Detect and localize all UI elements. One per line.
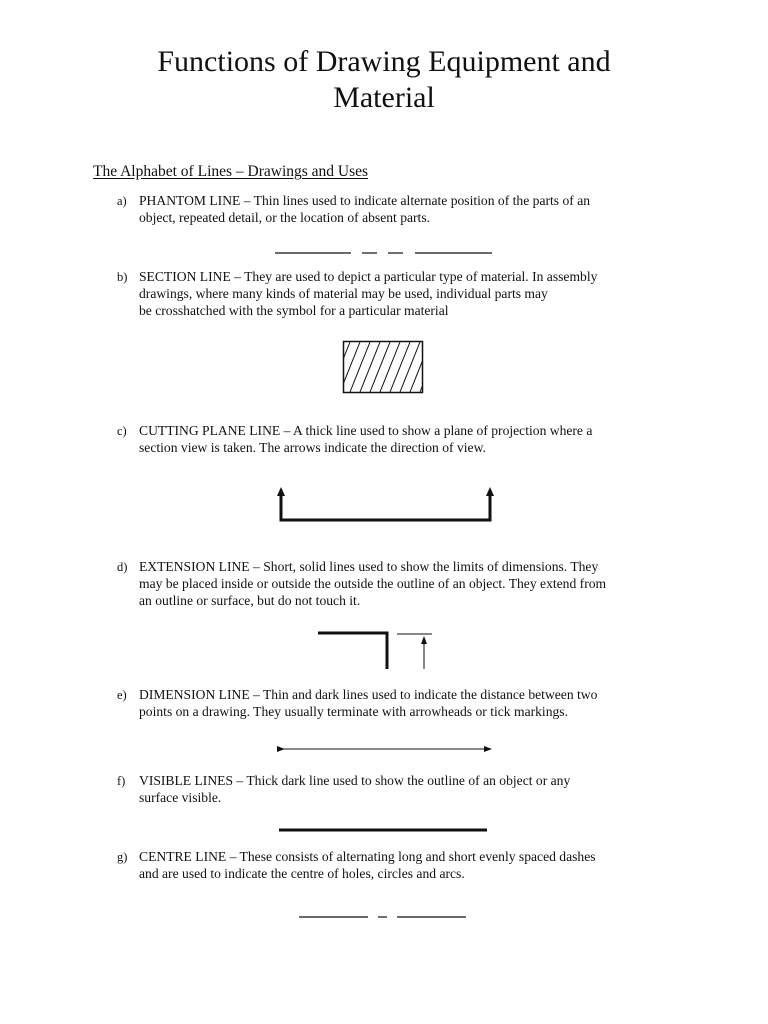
- page-title-line-2: Material: [333, 81, 435, 114]
- item-label: a): [117, 194, 127, 208]
- item-label: c): [117, 424, 127, 438]
- item-label: g): [117, 850, 128, 864]
- item-text: CUTTING PLANE LINE – A thick line used to show a plane of projection where a section view is taken. The arrows indicate the direction of view.: [139, 423, 593, 455]
- item-label: b): [117, 270, 128, 284]
- item-text: EXTENSION LINE – Short, solid lines used to show the limits of dimensions. They may be placed inside or outside the outside the outline of an object. They extend from an outline or surface, but do not touch it.: [139, 559, 607, 608]
- item-label: e): [117, 688, 127, 702]
- extension-line-drawing: [318, 633, 432, 669]
- item-text: SECTION LINE – They are used to depict a particular type of material. In assembly drawings, where many kinds of material may be used, individual parts may be crosshatched with the symbol for a particular material: [139, 269, 598, 318]
- section-line-hatch-box: [330, 342, 440, 393]
- item-text: DIMENSION LINE – Thin and dark lines used to indicate the distance between two points on a drawing. They usually terminate with arrowheads or tick markings.: [139, 687, 598, 719]
- section-heading: The Alphabet of Lines – Drawings and Uses: [93, 163, 369, 180]
- item-text: VISIBLE LINES – Thick dark line used to show the outline of an object or any surface visible.: [139, 773, 571, 805]
- item-label: f): [117, 774, 126, 788]
- item-label: d): [117, 560, 128, 574]
- item-text: PHANTOM LINE – Thin lines used to indicate alternate position of the parts of an object, repeated detail, or the location of absent parts.: [139, 193, 591, 225]
- page-title-line-1: Functions of Drawing Equipment and: [157, 45, 611, 78]
- item-text: CENTRE LINE – These consists of alternating long and short evenly spaced dashes and are used to indicate the centre of holes, circles and arcs.: [139, 849, 596, 881]
- cutting-plane-line-drawing: [277, 487, 494, 520]
